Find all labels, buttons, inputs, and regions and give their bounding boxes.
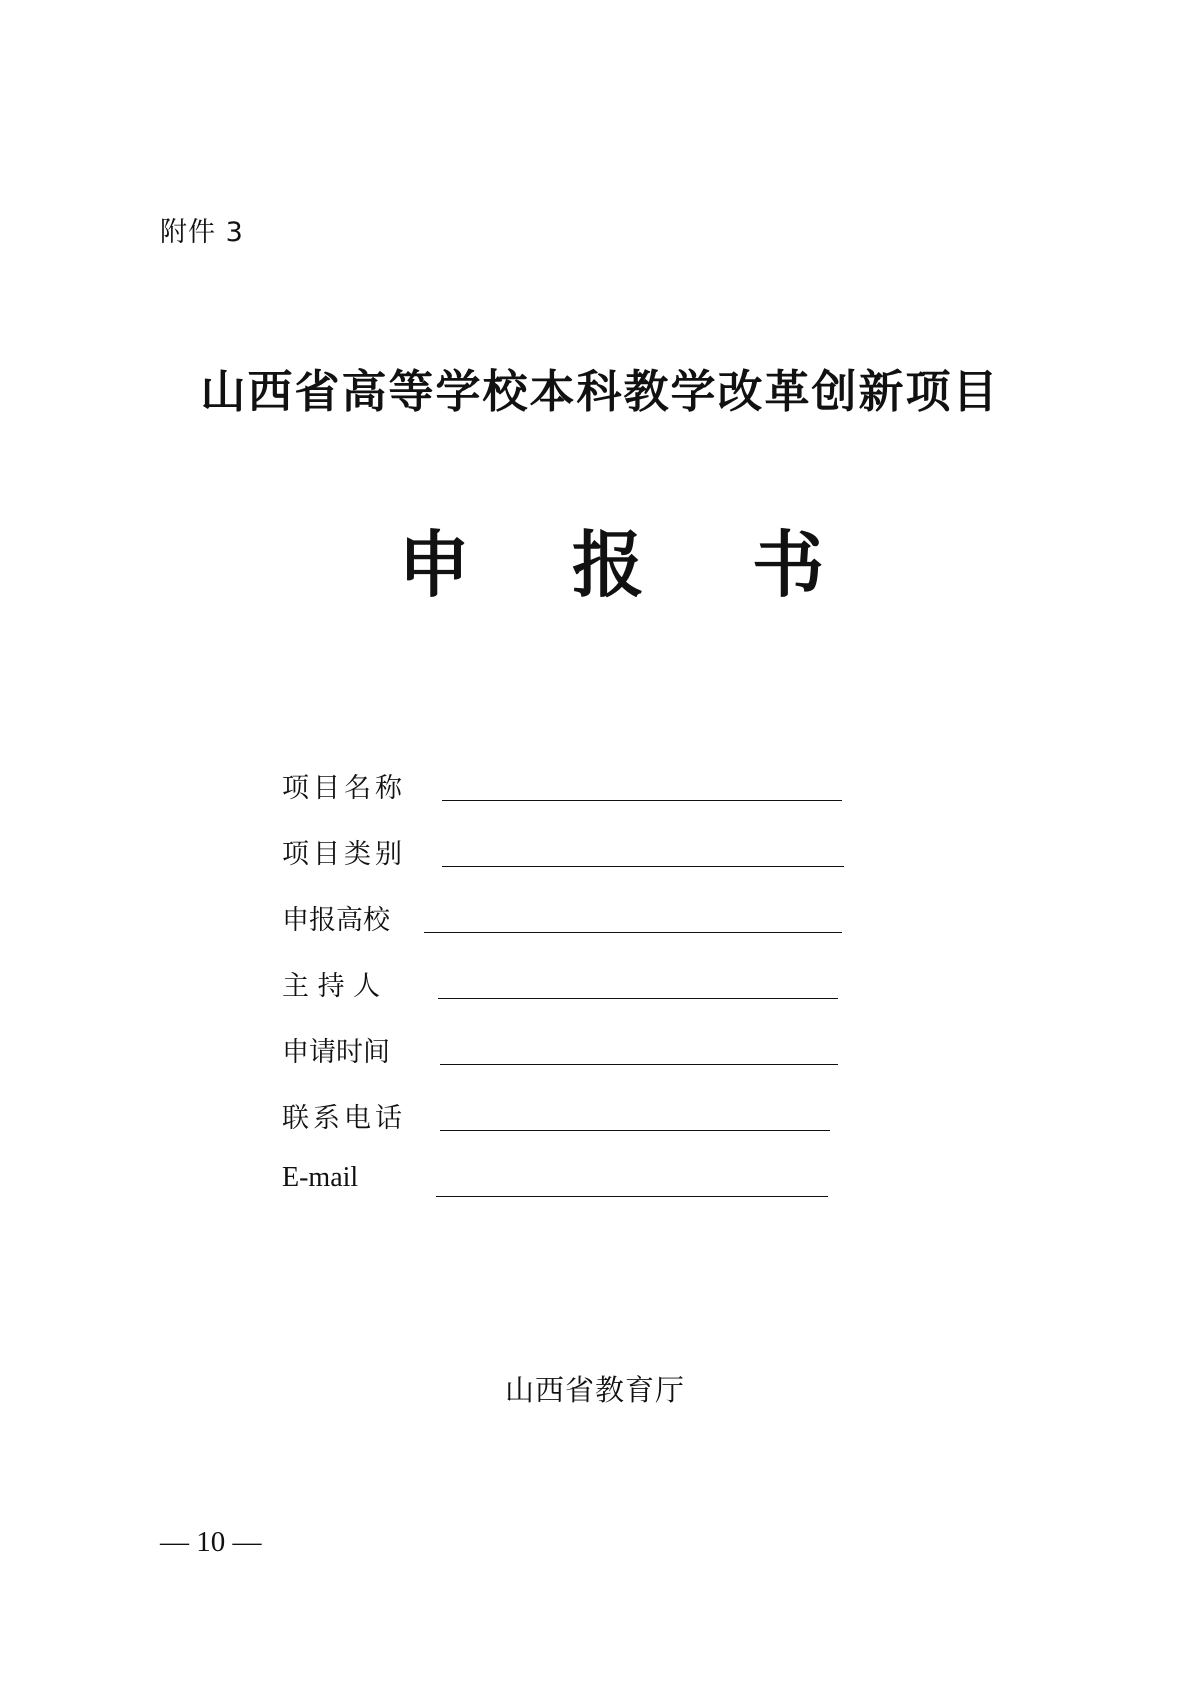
application-date-label: 申请时间	[282, 1037, 390, 1068]
document-title-char-3: 书	[752, 522, 825, 607]
application-date-field[interactable]	[440, 1064, 838, 1065]
document-title-char-2: 报	[572, 522, 645, 607]
form-row-project-name	[282, 760, 842, 826]
applying-university-field[interactable]	[424, 932, 842, 933]
project-category-field[interactable]	[442, 866, 844, 867]
page-number: — 10 —	[160, 1526, 262, 1558]
applying-university-label: 申报高校	[282, 905, 390, 936]
host-label: 主 持 人	[282, 971, 381, 1002]
project-name-label: 项目名称	[282, 773, 406, 804]
email-field[interactable]	[436, 1196, 828, 1197]
issuer-name: 山西省教育厅	[504, 1373, 685, 1407]
form-row-contact-phone	[282, 1090, 842, 1156]
email-label: E-mail	[282, 1162, 359, 1193]
form-row-application-date	[282, 1024, 842, 1090]
contact-phone-label: 联系电话	[282, 1103, 406, 1134]
form-row-email	[282, 1156, 842, 1222]
contact-phone-field[interactable]	[440, 1130, 830, 1131]
application-form	[282, 760, 842, 1222]
project-category-label: 项目类别	[282, 839, 406, 870]
attachment-label: 附件 3	[160, 217, 244, 248]
form-row-applying-university	[282, 892, 842, 958]
host-field[interactable]	[438, 998, 838, 999]
form-row-host	[282, 958, 842, 1024]
document-title-char-1: 申	[398, 522, 471, 607]
main-title: 山西省高等学校本科教学改革创新项目	[200, 365, 1000, 418]
form-row-project-category	[282, 826, 842, 892]
document-title	[0, 520, 1190, 610]
project-name-field[interactable]	[442, 800, 842, 801]
